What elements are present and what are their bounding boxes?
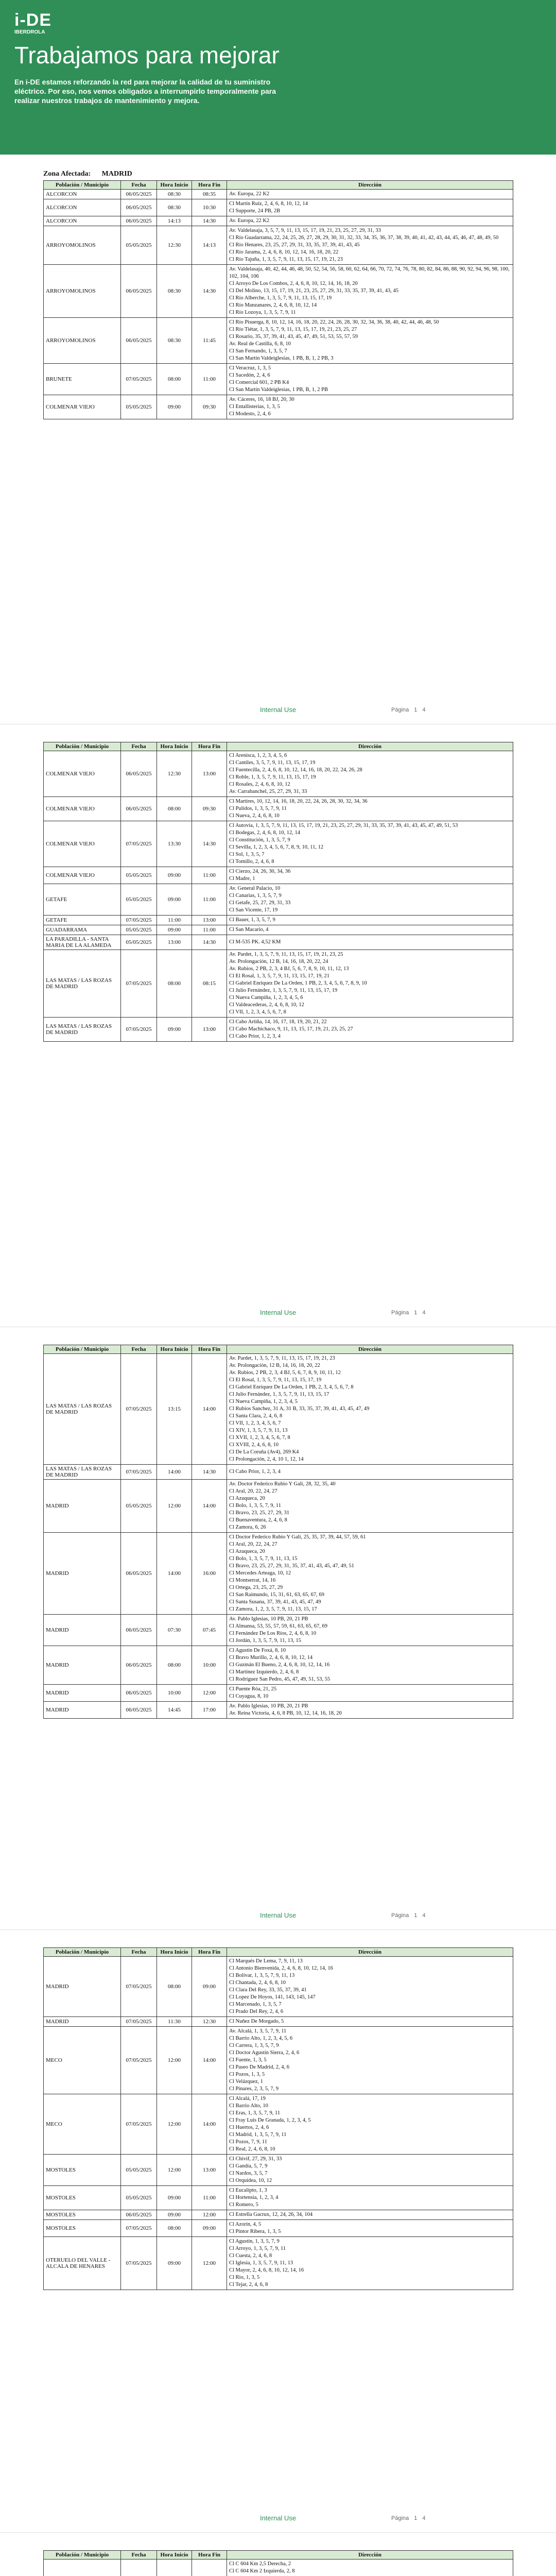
table-header-cell: Hora Inicio: [157, 181, 192, 190]
footer-brand: Internal Use: [259, 706, 297, 714]
table-header-cell: Hora Fin: [192, 1345, 227, 1354]
table-row: [44, 925, 513, 935]
cell-municipality: COLMENAR VIEJO: [44, 797, 121, 821]
cell-start-time: 08:30: [157, 265, 192, 318]
table-row: [44, 199, 513, 216]
outage-table-page-4: [43, 1947, 513, 2290]
cell-end-time: 09:00: [192, 2220, 227, 2237]
cell-date: 07/05/2025: [121, 1957, 157, 2017]
table-row: [44, 1615, 513, 1646]
table-header-cell: Fecha: [121, 181, 157, 190]
cell-address: Cl Eucalipto, 1, 3 Cl Hortensia, 1, 2, 3, 4 Cl Romero, 5: [227, 2186, 513, 2210]
cell-start-time: 07:30: [157, 1615, 192, 1646]
cell-municipality: MADRID: [44, 1685, 121, 1702]
cell-address: Av. Pardet, 1, 3, 5, 7, 9, 11, 13, 15, 17, 19, 21, 23, 25 Av. Prolongación, 12 B, 14, 16, 18, 20, 22, 24 Av. Rubios, 2 PB, 2, 3, 4 BJ, 5, 6, 7, 8, 9, 10, 11, 12, 13 Cl El Rosal, 1, 3, 5, 7, 9, 11, 13, 15, 17, 19, 21 Cl Gabriel Enriquez De La Orden, 1 PB, 2, 3, 4, 5, 6, 7, 8, 9, 10 Cl Julio Fernández, 1, 3, 5, 7, 9, 11, 13, 15, 17, 19 Cl Nueva Campiña, 1, 2, 3, 4, 5, 6 Cl Valdeacederas, 2, 4, 6, 8, 10, 12 Cl VII, 1, 2, 3, 4, 5, 6, 7, 8: [227, 950, 513, 1018]
cell-address: Av. Pablo Iglesias, 10 PB, 20, 21 PB Cl Almansa, 53, 55, 57, 59, 61, 63, 65, 67, 69 Cl Fernández De Los Ríos, 2, 4, 6, 8, 10 Cl Jordán, 1, 3, 5, 7, 9, 11, 13, 15: [227, 1615, 513, 1646]
cell-municipality: MADRID: [44, 2017, 121, 2027]
cell-start-time: 08:00: [157, 797, 192, 821]
cell-date: 05/05/2025: [121, 395, 157, 419]
cell-date: 06/05/2025: [121, 751, 157, 797]
cell-end-time: 14:30: [192, 1465, 227, 1480]
cell-end-time: 11:00: [192, 884, 227, 916]
cell-start-time: 08:00: [157, 1646, 192, 1685]
cell-municipality: BRUNETE: [44, 364, 121, 395]
cell-date: 05/05/2025: [121, 867, 157, 884]
cell-municipality: GUADARRAMA: [44, 925, 121, 935]
table-row: [44, 1957, 513, 2017]
cell-end-time: 11:00: [192, 2186, 227, 2210]
table-header-cell: Población / Municipio: [44, 2551, 121, 2560]
cell-address: Cl Doctor Federico Rubio Y Galí, 25, 35, 37, 39, 44, 57, 59, 61 Cl Aral, 20, 22, 24, 27 Cl Azuqueca, 20 Cl Bolo, 1, 3, 5, 7, 9, 11, 13, 15 Cl Bravo, 23, 25, 27, 29, 31, 35, 37, 41, 43, 45, 47, 49, 51 Cl Mercedes Arteaga, 10, 12 Cl Montserrat, 14, 16 Cl Ortega, 23, 25, 27, 29 Cl San Raimundo, 15, 31, 61, 63, 65, 67, 69 Cl Santa Susana, 37, 39, 41, 43, 45, 47, 49 Cl Zamora, 1, 2, 3, 5, 7, 9, 11, 13, 15, 17: [227, 1533, 513, 1615]
cell-date: 07/05/2025: [121, 2027, 157, 2094]
cell-address: Cl M-535 PK. 4,52 KM: [227, 935, 513, 950]
cell-start-time: 09:00: [157, 395, 192, 419]
cell-address: Cl Río Pisuerga, 8, 10, 12, 14, 16, 18, 20, 22, 24, 26, 28, 30, 32, 34, 36, 38, 40, 42, 44, 46, 48, 50 Cl Río Tiétar, 1, 3, 5, 7, 9, 11, 13, 15, 17, 19, 21, 23, 25, 27 Cl Rosario, 35, 37, 39, 41, 43, 45, 47, 49, 51, 53, 55, 57, 59 Av. Real de Castilla, 6, 8, 10 Cl San Fernando, 1, 3, 5, 7 Cl San Martín Valdeiglesias, 1 PB, B, 1, 2 PB, 3: [227, 318, 513, 364]
cell-municipality: COLMENAR VIEJO: [44, 867, 121, 884]
pager: Página 1 4: [391, 2515, 426, 2521]
cell-address: Av. Europa, 22 K2: [227, 190, 513, 199]
cell-municipality: GETAFE: [44, 884, 121, 916]
table-row: [44, 884, 513, 916]
cell-end-time: 10:30: [192, 199, 227, 216]
table-row: [44, 1018, 513, 1042]
cell-start-time: 09:00: [157, 2186, 192, 2210]
table-row: [44, 364, 513, 395]
cell-municipality: MADRID: [44, 1957, 121, 2017]
cell-municipality: ARROYOMOLINOS: [44, 226, 121, 265]
cell-municipality: MADRID: [44, 1533, 121, 1615]
cell-address: Av. Europa, 22 K2: [227, 216, 513, 226]
cell-address: Cl Martín Ruiz, 2, 4, 6, 8, 10, 12, 14 Cl Supporte, 24 PB, 2B: [227, 199, 513, 216]
table-header-cell: Dirección: [227, 1948, 513, 1957]
cell-date: 06/05/2025: [121, 216, 157, 226]
cell-date: 07/05/2025: [121, 1465, 157, 1480]
outage-table-page-5: [43, 2550, 513, 2576]
cell-start-time: 13:00: [157, 935, 192, 950]
table-header-cell: Hora Fin: [192, 1948, 227, 1957]
table-row: [44, 190, 513, 199]
cell-date: [121, 2560, 157, 2576]
cell-municipality: [44, 2560, 121, 2576]
table-row: [44, 1702, 513, 1719]
cell-date: 07/05/2025: [121, 2220, 157, 2237]
cell-start-time: 12:00: [157, 2094, 192, 2155]
cell-date: 05/05/2025: [121, 2155, 157, 2186]
cell-date: 06/05/2025: [121, 265, 157, 318]
table-header-cell: Población / Municipio: [44, 181, 121, 190]
table-header-cell: Población / Municipio: [44, 742, 121, 751]
pager: Página 1 4: [391, 1310, 426, 1316]
table-row: [44, 1480, 513, 1533]
cell-start-time: 08:00: [157, 950, 192, 1018]
cell-end-time: 16:00: [192, 1533, 227, 1615]
table-header-cell: Fecha: [121, 2551, 157, 2560]
cell-municipality: ALCORCON: [44, 216, 121, 226]
table-row: [44, 821, 513, 867]
table-row: [44, 1465, 513, 1480]
cell-start-time: 09:00: [157, 2210, 192, 2220]
cell-municipality: MECO: [44, 2027, 121, 2094]
table-header-cell: Dirección: [227, 181, 513, 190]
cell-start-time: 12:00: [157, 2027, 192, 2094]
table-row: [44, 318, 513, 364]
cell-end-time: 14:30: [192, 265, 227, 318]
cell-municipality: MOSTOLES: [44, 2220, 121, 2237]
page-title: Trabajamos para mejorar: [14, 42, 280, 69]
cell-municipality: LAS MATAS / LAS ROZAS DE MADRID: [44, 1465, 121, 1480]
table-header-cell: Población / Municipio: [44, 1948, 121, 1957]
outage-table-page-2: [43, 742, 513, 1042]
cell-start-time: 09:00: [157, 2237, 192, 2290]
cell-start-time: 12:30: [157, 751, 192, 797]
table-header-cell: Hora Fin: [192, 742, 227, 751]
cell-municipality: COLMENAR VIEJO: [44, 395, 121, 419]
cell-start-time: 08:00: [157, 2220, 192, 2237]
cell-date: 07/05/2025: [121, 2237, 157, 2290]
table-row: [44, 797, 513, 821]
cell-end-time: 14:30: [192, 216, 227, 226]
outage-table-page-3: [43, 1345, 513, 1719]
cell-end-time: 11:00: [192, 364, 227, 395]
cell-date: 05/05/2025: [121, 2186, 157, 2210]
table-row: [44, 1685, 513, 1702]
cell-end-time: 13:00: [192, 916, 227, 925]
table-row: [44, 916, 513, 925]
cell-municipality: OTERUELO DEL VALLE - ALCALA DE HENARES: [44, 2237, 121, 2290]
cell-date: 07/05/2025: [121, 1018, 157, 1042]
outage-table-page-1: [43, 180, 513, 419]
cell-address: Av. Pardet, 1, 3, 5, 7, 9, 11, 13, 15, 17, 19, 21, 23 Av. Prolongación, 12 B, 14, 16, 18, 20, 22 Av. Rubios, 2 PB, 2, 3, 4 BJ, 5, 6, 7, 8, 9, 10, 11, 12 Cl El Rosal, 1, 3, 5, 7, 9, 11, 13, 15, 17, 19 Cl Gabriel Enriquez De La Orden, 1 PB, 2, 3, 4, 5, 6, 7, 8 Cl Julio Fernández, 1, 3, 5, 7, 9, 11, 13, 15, 17 Cl Nueva Campiña, 1, 2, 3, 4, 5 Cl Rubios Sanchez, 31 A, 31 B, 33, 35, 37, 39, 41, 43, 45, 47, 49 Cl Santa Clara, 2, 4, 6, 8 Cl VII, 1, 2, 3, 4, 5, 6, 7 Cl XIV, 1, 3, 5, 7, 9, 11, 13 Cl XVII, 1, 2, 3, 4, 5, 6, 7, 8 Cl XVIII, 2, 4, 6, 8, 10 Cl De La Coruña (Av4), 269 K4 Cl Prolongación, 2, 4, 10 1, 12, 14: [227, 1354, 513, 1465]
table-header-cell: Fecha: [121, 1345, 157, 1354]
cell-date: 07/05/2025: [121, 1354, 157, 1465]
cell-address: Cl Puente Róa, 21, 25 Cl Cuyagua, 8, 10: [227, 1685, 513, 1702]
cell-address: Cl Veracruz, 1, 3, 5 Cl Sacedón, 2, 4, 6 Cl Comercial 601, 2 PB K4 Cl San Martín Valdeiglesias, 1 PB, B, 1, 2 PB: [227, 364, 513, 395]
table-header-cell: Hora Inicio: [157, 2551, 192, 2560]
cell-address: Cl Autovía, 1, 3, 5, 7, 9, 11, 13, 15, 17, 19, 21, 23, 25, 27, 29, 31, 33, 35, 37, 39, 41, 43, 45, 47, 49, 51, 53 Cl Bodegas, 2, 4, 6, 8, 10, 12, 14 Cl Constitución, 1, 3, 5, 7, 9 Cl Sevilla, 1, 2, 3, 4, 5, 6, 7, 8, 9, 10, 11, 12 Cl Sol, 1, 3, 5, 7 Cl Tomillo, 2, 4, 6, 8: [227, 821, 513, 867]
footer-brand: Internal Use: [259, 1911, 297, 1919]
cell-address: Cl Marqués De Lema, 7, 9, 11, 13 Cl Antonio Bienvenida, 2, 4, 6, 8, 10, 12, 14, 16 Cl Bolívar, 1, 3, 5, 7, 9, 11, 13 Cl Chantada, 2, 4, 6, 8, 10 Cl Clara Del Rey, 33, 35, 37, 39, 41 Cl Lopez De Hoyos, 141, 143, 145, 147 Cl Marcenado, 1, 3, 5, 7 Cl Prado Del Rey, 2, 4, 6: [227, 1957, 513, 2017]
table-header-cell: Dirección: [227, 1345, 513, 1354]
table-header-cell: Dirección: [227, 742, 513, 751]
cell-end-time: 10:00: [192, 1646, 227, 1685]
cell-date: 06/05/2025: [121, 318, 157, 364]
table-row: [44, 2027, 513, 2094]
cell-start-time: 14:45: [157, 1702, 192, 1719]
cell-address: Av. Valdelasaja, 40, 42, 44, 46, 48, 50, 52, 54, 56, 58, 60, 62, 64, 66, 70, 72, 74, 76, 78, 80, 82, 84, 86, 88, 90, 92, 94, 96, 98, 100, 102, 104, 106 Cl Arroyo De Los Combos, 2, 4, 6, 8, 10, 12, 14, 16, 18, 20 Cl Del Molino, 13, 15, 17, 19, 21, 23, 25, 27, 29, 31, 33, 35, 37, 39, 41, 43, 45 Cl Río Alberche, 1, 3, 5, 7, 9, 11, 13, 15, 17, 19 Cl Río Manzanares, 2, 4, 6, 8, 10, 12, 14 Cl Río Lozoya, 1, 3, 5, 7, 9, 11: [227, 265, 513, 318]
cell-date: 05/05/2025: [121, 925, 157, 935]
cell-municipality: COLMENAR VIEJO: [44, 821, 121, 867]
cell-date: 05/05/2025: [121, 935, 157, 950]
cell-end-time: 13:00: [192, 751, 227, 797]
cell-municipality: GETAFE: [44, 916, 121, 925]
table-row: [44, 2155, 513, 2186]
affected-zone: [43, 170, 142, 178]
cell-date: 06/05/2025: [121, 190, 157, 199]
table-row: [44, 2210, 513, 2220]
table-header-cell: Fecha: [121, 1948, 157, 1957]
table-row: [44, 1533, 513, 1615]
cell-start-time: 11:30: [157, 2017, 192, 2027]
cell-end-time: 14:00: [192, 1354, 227, 1465]
cell-date: 07/05/2025: [121, 2017, 157, 2027]
cell-municipality: LAS MATAS / LAS ROZAS DE MADRID: [44, 1018, 121, 1042]
cell-municipality: MADRID: [44, 1702, 121, 1719]
cell-municipality: ALCORCON: [44, 190, 121, 199]
cell-municipality: MADRID: [44, 1480, 121, 1533]
cell-municipality: ARROYOMOLINOS: [44, 265, 121, 318]
cell-start-time: 14:13: [157, 216, 192, 226]
cell-date: 06/05/2025: [121, 1685, 157, 1702]
cell-address: Cl C 604 Km 2,5 Derecha, 2 Cl C 604 Km 2 Izquierda, 2, 8: [227, 2560, 513, 2576]
cell-start-time: 09:00: [157, 925, 192, 935]
cell-end-time: 08:35: [192, 190, 227, 199]
cell-address: Cl Chivif, 27, 29, 31, 33 Cl Gandía, 5, 7, 9 Cl Nardos, 3, 5, 7 Cl Orquídea, 10, 12: [227, 2155, 513, 2186]
table-header-cell: Hora Inicio: [157, 1345, 192, 1354]
cell-date: 06/05/2025: [121, 2210, 157, 2220]
cell-address: Cl Cabo Prior, 1, 2, 3, 4: [227, 1465, 513, 1480]
cell-end-time: 07:45: [192, 1615, 227, 1646]
cell-end-time: 11:00: [192, 925, 227, 935]
header-banner: [0, 0, 556, 155]
cell-start-time: 09:00: [157, 884, 192, 916]
cell-date: 06/05/2025: [121, 1702, 157, 1719]
cell-end-time: 13:00: [192, 1018, 227, 1042]
cell-municipality: LAS MATAS / LAS ROZAS DE MADRID: [44, 1354, 121, 1465]
cell-address: Cl Azorín, 4, 5 Cl Pintor Ribera, 1, 3, 5: [227, 2220, 513, 2237]
cell-end-time: 12:00: [192, 2237, 227, 2290]
cell-address: Av. Pablo Iglesias, 10 PB, 20, 21 PB Av. Reina Victoria, 4, 6, 8 PB, 10, 12, 14, 16, 18, 20: [227, 1702, 513, 1719]
cell-date: 06/05/2025: [121, 199, 157, 216]
cell-end-time: 09:30: [192, 797, 227, 821]
table-row: [44, 1646, 513, 1685]
cell-start-time: 12:00: [157, 2155, 192, 2186]
table-header-cell: Hora Inicio: [157, 742, 192, 751]
table-row: [44, 226, 513, 265]
table-header-cell: Hora Inicio: [157, 1948, 192, 1957]
table-row: [44, 2560, 513, 2576]
table-row: [44, 395, 513, 419]
cell-start-time: 11:00: [157, 916, 192, 925]
cell-address: Av. Cáceres, 16, 18 BJ, 20, 30 Cl Entallisterias, 1, 3, 5 Cl Modesto, 2, 4, 6: [227, 395, 513, 419]
cell-address: Av. Valdelasaja, 3, 5, 7, 9, 11, 13, 15, 17, 19, 21, 23, 25, 27, 29, 31, 33 Cl Río Guadarrama, 22, 24, 25, 26, 27, 28, 29, 30, 31, 32, 33, 34, 35, 36, 37, 38, 39, 40, 41, 42, 43, 44, 45, 46, 47, 48, 49, 50 Cl Río Henares, 23, 25, 27, 29, 31, 33, 35, 37, 39, 41, 43, 45 Cl Río Jarama, 2, 4, 6, 8, 10, 12, 14, 16, 18, 20, 22 Cl Río Tajuña, 1, 3, 5, 7, 9, 11, 13, 15, 17, 19, 21, 23: [227, 226, 513, 265]
cell-end-time: 09:30: [192, 395, 227, 419]
cell-address: Cl Nuñez De Morgado, 5: [227, 2017, 513, 2027]
cell-start-time: 08:00: [157, 364, 192, 395]
cell-municipality: ALCORCON: [44, 199, 121, 216]
table-row: [44, 867, 513, 884]
cell-start-time: 13:30: [157, 821, 192, 867]
cell-address: Av. General Palacio, 10 Cl Canarias, 1, 3, 5, 7, 9 Cl Getafe, 25, 27, 29, 31, 33 Cl San Vicente, 17, 19: [227, 884, 513, 916]
cell-date: 05/05/2025: [121, 1480, 157, 1533]
cell-address: Cl San Macario, 4: [227, 925, 513, 935]
cell-municipality: COLMENAR VIEJO: [44, 751, 121, 797]
cell-date: 07/05/2025: [121, 916, 157, 925]
cell-municipality: MOSTOLES: [44, 2155, 121, 2186]
cell-address: Cl Cierzo, 24, 26, 30, 34, 36 Cl Madre, 1: [227, 867, 513, 884]
cell-end-time: 14:00: [192, 1480, 227, 1533]
header-description: En i-DE estamos reforzando la red para mejorar la calidad de tu suministro eléctrico. Por eso, nos vemos obligados a interrumpirlo temporalmente para realizar nuestros trabajos de mantenimiento y mejora.: [14, 78, 276, 105]
cell-date: 05/05/2025: [121, 226, 157, 265]
cell-end-time: 11:00: [192, 867, 227, 884]
cell-address: Av. Alcalá, 1, 3, 5, 7, 9, 11 Cl Barrio Alto, 1, 2, 3, 4, 5, 6 Cl Carrera, 1, 3, 5, 7, 9 Cl Doctor Agustín Sierra, 2, 4, 6 Cl Fuente, 1, 3, 5 Cl Paseo De Madrid, 2, 4, 6 Cl Pozos, 1, 3, 5 Cl Velázquez, 1 Cl Pinares, 2, 3, 5, 7, 9: [227, 2027, 513, 2094]
cell-municipality: ARROYOMOLINOS: [44, 318, 121, 364]
brand-logo: i-DE IBERDROLA: [14, 10, 51, 35]
cell-start-time: 08:00: [157, 1957, 192, 2017]
cell-end-time: 08:15: [192, 950, 227, 1018]
cell-start-time: 09:00: [157, 1018, 192, 1042]
table-row: [44, 2186, 513, 2210]
cell-date: 05/05/2025: [121, 884, 157, 916]
table-row: [44, 2017, 513, 2027]
cell-end-time: 12:00: [192, 2210, 227, 2220]
cell-date: 07/05/2025: [121, 950, 157, 1018]
cell-start-time: 12:00: [157, 1480, 192, 1533]
table-row: [44, 2094, 513, 2155]
table-row: [44, 2237, 513, 2290]
cell-date: 07/05/2025: [121, 821, 157, 867]
cell-municipality: MADRID: [44, 1646, 121, 1685]
cell-municipality: MADRID: [44, 1615, 121, 1646]
pager: Página 1 4: [391, 707, 426, 713]
cell-end-time: 14:00: [192, 2027, 227, 2094]
table-row: [44, 950, 513, 1018]
cell-date: 06/05/2025: [121, 1646, 157, 1685]
page-separator: [0, 2532, 556, 2533]
table-row: [44, 216, 513, 226]
cell-start-time: 14:00: [157, 1465, 192, 1480]
cell-end-time: 11:45: [192, 318, 227, 364]
cell-end-time: 14:13: [192, 226, 227, 265]
cell-date: 07/05/2025: [121, 2094, 157, 2155]
cell-municipality: MOSTOLES: [44, 2186, 121, 2210]
cell-end-time: 14:30: [192, 935, 227, 950]
cell-address: Cl Agustín De Foxá, 8, 10 Cl Bravo Murillo, 2, 4, 6, 8, 10, 12, 14 Cl Guzmán El Bueno, 2, 4, 6, 8, 10, 12, 14, 16 Cl Martínez Izquierdo, 2, 4, 6, 8 Cl Rodríguez San Pedro, 45, 47, 49, 51, 53, 55: [227, 1646, 513, 1685]
zone-value: MADRID: [101, 170, 132, 178]
cell-address: Cl Bauer, 1, 3, 5, 7, 9: [227, 916, 513, 925]
cell-address: Cl Estrella Gacrux, 12, 24, 26, 34, 104: [227, 2210, 513, 2220]
cell-municipality: LA PARADILLA - SANTA MARIA DE LA ALAMEDA: [44, 935, 121, 950]
cell-end-time: 12:30: [192, 2017, 227, 2027]
cell-start-time: [157, 2560, 192, 2576]
cell-start-time: 13:15: [157, 1354, 192, 1465]
cell-end-time: 17:00: [192, 1702, 227, 1719]
pager: Página 1 4: [391, 1912, 426, 1919]
cell-date: 06/05/2025: [121, 1533, 157, 1615]
cell-end-time: [192, 2560, 227, 2576]
cell-municipality: LAS MATAS / LAS ROZAS DE MADRID: [44, 950, 121, 1018]
cell-address: Cl Agustín, 1, 3, 5, 7, 9 Cl Arroyo, 1, 3, 5, 7, 9, 11 Cl Cuesta, 2, 4, 6, 8 Cl Iglesia, 1, 3, 5, 7, 9, 11, 13 Cl Mayor, 2, 4, 6, 8, 10, 12, 14, 16 Cl Rio, 1, 3, 5 Cl Tejar, 2, 4, 6, 8: [227, 2237, 513, 2290]
cell-start-time: 08:30: [157, 318, 192, 364]
cell-address: Cl Cabo Artiña, 14, 16, 17, 18, 19, 20, 21, 22 Cl Cabo Machichaco, 9, 11, 13, 15, 17, 19, 21, 23, 25, 27 Cl Cabo Prior, 1, 2, 3, 4: [227, 1018, 513, 1042]
cell-address: Av. Doctor Federico Rubio Y Galí, 28, 32, 35, 40 Cl Aral, 20, 22, 24, 27 Cl Azuqueca, 20 Cl Bolo, 1, 3, 5, 7, 9, 11 Cl Bravo, 23, 25, 27, 29, 31 Cl Buenaventura, 2, 4, 6, 8 Cl Zamora, 6, 26: [227, 1480, 513, 1533]
footer-brand: Internal Use: [259, 1309, 297, 1316]
cell-date: 06/05/2025: [121, 1615, 157, 1646]
cell-address: Cl Martires, 10, 12, 14, 16, 18, 20, 22, 24, 26, 28, 30, 32, 34, 36 Cl Pulidos, 1, 3, 5, 7, 9, 11 Cl Nueva, 2, 4, 6, 8, 10: [227, 797, 513, 821]
table-row: [44, 751, 513, 797]
cell-start-time: 14:00: [157, 1533, 192, 1615]
table-row: [44, 935, 513, 950]
page-separator: [0, 1929, 556, 1930]
footer-brand: Internal Use: [259, 2514, 297, 2522]
cell-date: 06/05/2025: [121, 797, 157, 821]
cell-start-time: 12:30: [157, 226, 192, 265]
cell-end-time: 14:00: [192, 2094, 227, 2155]
table-header-cell: Población / Municipio: [44, 1345, 121, 1354]
cell-municipality: MECO: [44, 2094, 121, 2155]
cell-end-time: 09:00: [192, 1957, 227, 2017]
cell-end-time: 13:00: [192, 2155, 227, 2186]
table-header-cell: Fecha: [121, 742, 157, 751]
cell-start-time: 08:30: [157, 199, 192, 216]
table-row: [44, 2220, 513, 2237]
table-row: [44, 1354, 513, 1465]
cell-start-time: 08:30: [157, 190, 192, 199]
table-row: [44, 265, 513, 318]
cell-address: Cl Arenisca, 1, 2, 3, 4, 5, 6 Cl Cantiles, 3, 5, 7, 9, 11, 13, 15, 17, 19 Cl Fuentecilla, 2, 4, 6, 8, 10, 12, 14, 16, 18, 20, 22, 24, 26, 28 Cl Roble, 1, 3, 5, 7, 9, 11, 13, 15, 17, 19 Cl Rosales, 2, 4, 6, 8, 10, 12 Av. Carrabanchel, 25, 27, 29, 31, 33: [227, 751, 513, 797]
cell-end-time: 12:00: [192, 1685, 227, 1702]
zone-label: Zona Afectada:: [43, 170, 91, 178]
table-header-cell: Dirección: [227, 2551, 513, 2560]
table-header-cell: Hora Fin: [192, 2551, 227, 2560]
cell-start-time: 09:00: [157, 867, 192, 884]
cell-municipality: MOSTOLES: [44, 2210, 121, 2220]
cell-date: 07/05/2025: [121, 364, 157, 395]
cell-start-time: 10:00: [157, 1685, 192, 1702]
cell-address: Cl Alcalá, 17, 19 Cl Barrio Alto, 10 Cl Eras, 1, 3, 5, 7, 9, 11 Cl Fray Luis De Granada, 1, 2, 3, 4, 5 Cl Huertos, 2, 4, 6 Cl Madrid, 1, 3, 5, 7, 9, 11 Cl Pozos, 7, 9, 11 Cl Real, 2, 4, 6, 8, 10: [227, 2094, 513, 2155]
table-header-cell: Hora Fin: [192, 181, 227, 190]
cell-end-time: 14:30: [192, 821, 227, 867]
